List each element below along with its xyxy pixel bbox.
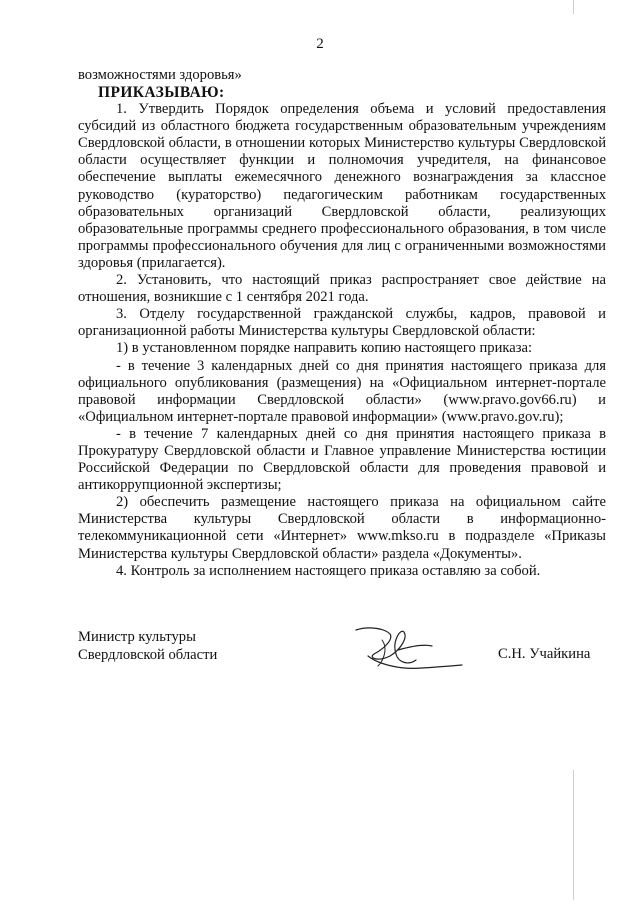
paragraph-2: 2. Установить, что настоящий приказ распространяет свое действие на отношения, возникшие с 1 сентября 2021 года. [78,272,606,306]
continuation-line: возможностями здоровья» [78,67,242,83]
scan-edge-mark-top [573,0,574,14]
paragraph-1: 1. Утвердить Порядок определения объема и условий предоставления субсидий из областного бюджета государственным образовательным учреждениям Свердловской области, в отношении которых Министерство культуры Свердловской области осуществляет функции и полномочия учредителя, на финансовое обеспечение выплаты ежемесячного денежного вознаграждения за классное руководство (кураторство) педагогическим работникам государственных образовательных организаций Свердловской области, реализующих образовательные программы среднего профессионального образования, в том числе программы профессионального обучения для лиц с ограниченными возможностями здоровья (прилагается). [78,101,606,271]
order-heading: ПРИКАЗЫВАЮ: [98,84,225,102]
signatory-title-line-2: Свердловской области [78,646,218,663]
page-number: 2 [316,36,324,52]
signatory-name: С.Н. Учайкина [498,646,591,662]
paragraph-3-1: 1) в установленном порядке направить копию настоящего приказа: [116,340,533,357]
paragraph-3-1-b: - в течение 7 календарных дней со дня принятия настоящего приказа в Прокуратуру Свердловской области и Главное управление Министерства юстиции Российской Федерации по Свердловской области для проведения правовой и антикоррупционной экспертизы; [78,425,606,494]
document-body [78,67,606,580]
scan-edge-mark-bottom [573,770,574,900]
signatory-title-line-1: Министр культуры [78,629,196,645]
paragraph-3: 3. Отделу государственной гражданской службы, кадров, правовой и организационной работы Министерства культуры Свердловской области: [78,306,606,340]
signatory-title [78,629,217,664]
handwritten-signature [338,620,468,676]
paragraph-3-1-a: - в течение 3 календарных дней со дня принятия настоящего приказа для официального опубликования (размещения) на «Официальном интернет-портале правовой информации Свердловской области» (www.pravo.gov66.ru) и «Официальном интернет-портале правовой информации» (www.pravo.gov.ru); [78,357,606,425]
paragraph-4: 4. Контроль за исполнением настоящего приказа оставляю за собой. [116,562,541,579]
paragraph-3-2: 2) обеспечить размещение настоящего приказа на официальном сайте Министерства культуры Свердловской области в информационно-телекоммуникационной сети «Интернет» www.mkso.ru в подразделе «Приказы Министерства культуры Свердловской области» раздела «Документы». [78,494,606,562]
